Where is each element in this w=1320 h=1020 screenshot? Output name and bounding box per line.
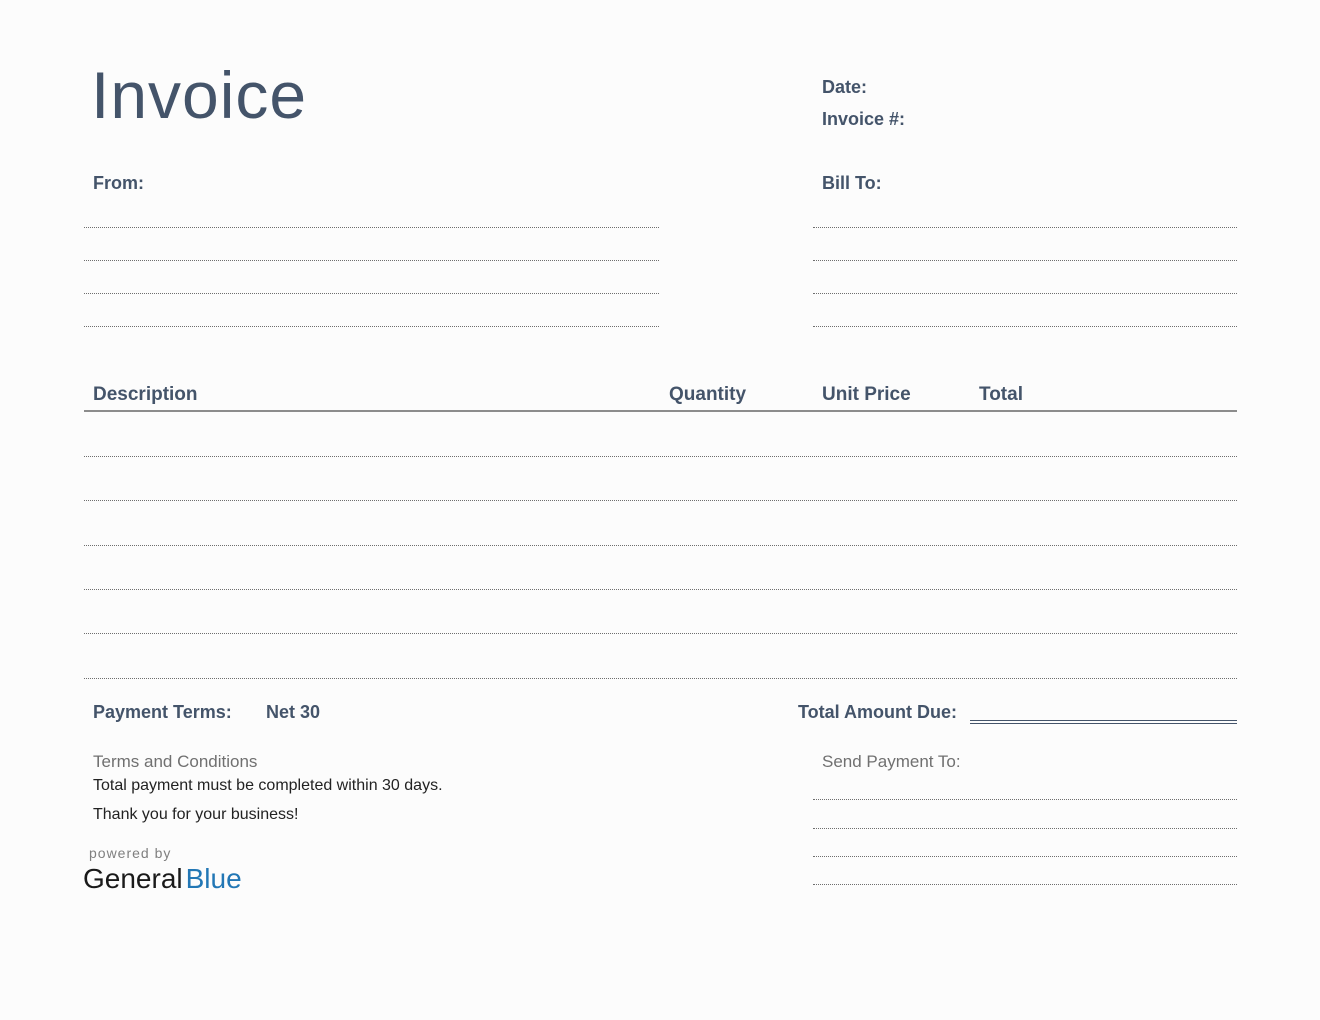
send-payment-line[interactable] [813,856,1237,857]
bill-to-label: Bill To: [822,173,882,193]
column-header-description: Description [93,384,198,405]
table-row[interactable] [84,633,1237,634]
table-row[interactable] [84,678,1237,679]
total-amount-due-field[interactable] [970,720,1237,724]
payment-terms-value: Net 30 [266,702,321,722]
generalblue-logo [83,865,242,893]
payment-terms-label: Payment Terms: [93,702,232,722]
from-line[interactable] [84,260,659,261]
send-payment-line[interactable] [813,828,1237,829]
thank-you-line: Thank you for your business! [93,806,299,823]
powered-by-text: powered by [89,845,172,861]
logo-blue-text: Blue [185,863,242,894]
bill-to-line[interactable] [813,260,1237,261]
from-line[interactable] [84,326,659,327]
from-line[interactable] [84,227,659,228]
send-payment-line[interactable] [813,884,1237,885]
terms-heading: Terms and Conditions [93,752,258,771]
column-header-total: Total [979,384,1023,405]
terms-line: Total payment must be completed within 30 days. [93,777,443,794]
send-payment-label: Send Payment To: [822,752,961,771]
table-row[interactable] [84,589,1237,590]
bill-to-line[interactable] [813,227,1237,228]
table-header-rule [84,410,1237,412]
logo-general-text: General [83,863,183,894]
send-payment-line[interactable] [813,799,1237,800]
bill-to-line[interactable] [813,326,1237,327]
date-label: Date: [822,77,868,97]
from-label: From: [93,173,144,193]
total-amount-due-label: Total Amount Due: [798,702,957,722]
invoice-number-label: Invoice #: [822,109,906,129]
from-line[interactable] [84,293,659,294]
page-title: Invoice [91,58,308,132]
table-row[interactable] [84,500,1237,501]
table-row[interactable] [84,545,1237,546]
table-row[interactable] [84,456,1237,457]
bill-to-line[interactable] [813,293,1237,294]
column-header-unit-price: Unit Price [822,384,911,405]
column-header-quantity: Quantity [669,384,747,405]
